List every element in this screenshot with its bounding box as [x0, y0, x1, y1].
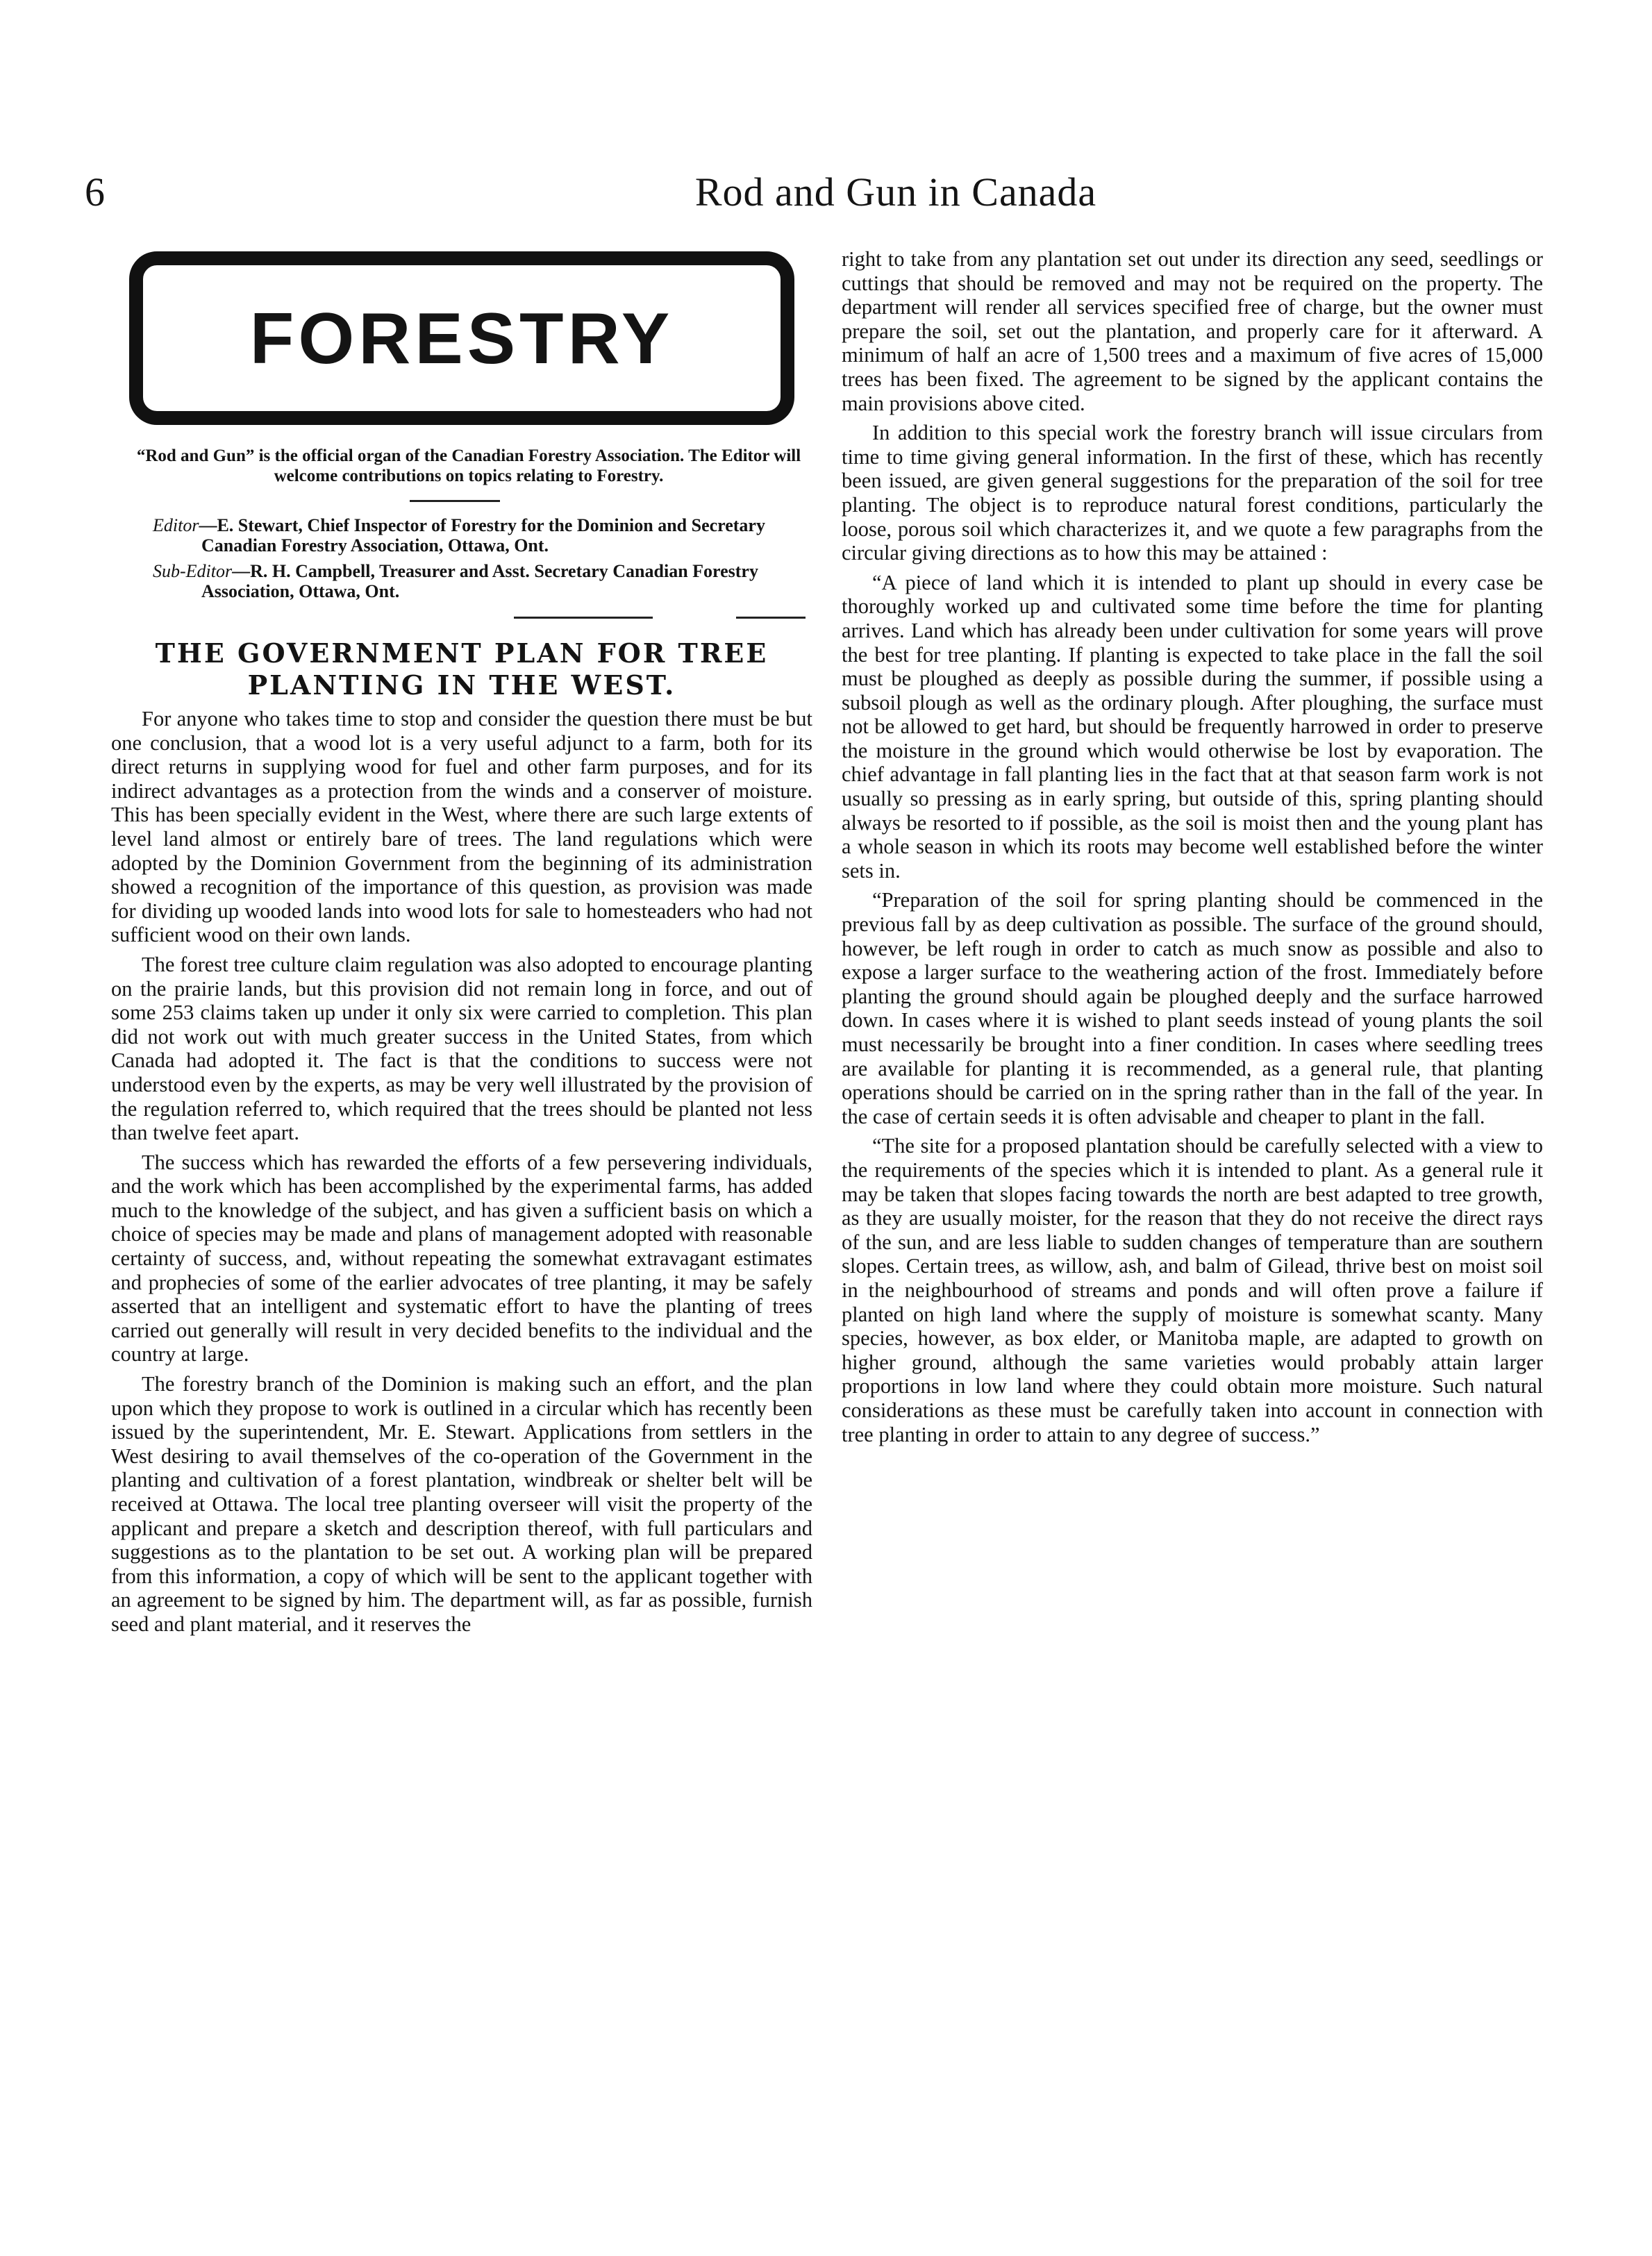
right-column [842, 247, 1543, 1452]
masthead-note: “Rod and Gun” is the official organ of the Canadian Forestry Association. The Editor will welcome contributions on topics relating to Forestry. [136, 446, 801, 485]
paragraph: The forest tree culture claim regulation was also adopted to encourage planting on the prairie lands, but this provision did not remain long in force, and out of some 253 claims taken up under it only six were carried to completion. This plan did not work out with much greater success in the United States, from which Canada had adopted it. The fact is that the conditions to success were not understood even by the experts, as may be very well illustrated by the provision of the regulation referred to, which required that the trees should be planted not less than twelve feet apart. [111, 952, 812, 1145]
paragraph: For anyone who takes time to stop and consider the question there must be but one conclusion, that a wood lot is a very useful adjunct to a farm, both for its direct returns in supplying wood for fuel and other farm purposes, and for its indirect advantages as a protection from the winds and a conserver of moisture. This has been specially evident in the West, where there are such large extents of level land almost or entirely bare of trees. The land regulations which were adopted by the Dominion Government from the beginning of its administration showed a recognition of the importance of this question, as provision was made for dividing up wooded lands into wood lots for sale to homesteaders who had not sufficient wood on their own lands. [111, 707, 812, 947]
article-divider [514, 617, 653, 619]
running-title: Rod and Gun in Canada [694, 169, 1097, 215]
article-divider-right [736, 617, 806, 619]
editor-text: —E. Stewart, Chief Inspector of Forestry for the Dominion and Secretary Canadian Forestry Association, Ottawa, Ont. [199, 515, 765, 555]
page-number: 6 [85, 169, 105, 215]
paragraph: “The site for a proposed plantation should be carefully selected with a view to the requirements of the species which it is intended to plant. As a general rule it may be taken that slopes facing towards the north are best adapted to tree growth, as they are usually moister, for the reason that they do not receive the direct rays of the sun, and are less liable to sudden changes of temperature than are southern slopes. Certain trees, as willow, ash, and balm of Gilead, thrive best on moist soil in the neighbourhood of streams and ponds and will often prove a failure if planted on high land where the supply of moisture is somewhat scanty. Many species, however, as box elder, or Manitoba maple, are adapted to growth on higher ground, although the same varieties would probably attain larger proportions in low land where they could obtain more moisture. Such natural considerations as these must be carefully taken into account in connection with tree planting in order to attain to any degree of success.” [842, 1134, 1543, 1446]
sub-editor-text: —R. H. Campbell, Treasurer and Asst. Secretary Canadian Forestry Association, Ottawa, Ont. [201, 561, 758, 601]
editor-credit [153, 515, 806, 555]
paragraph: The forestry branch of the Dominion is making such an effort, and the plan upon which they propose to work is outlined in a circular which has recently been issued by the superintendent, Mr. E. Stewart. Applications from settlers in the West desiring to avail themselves of the co-operation of the Government in the planting and cultivation of a forest plantation, windbreak or shelter belt will be received at Ottawa. The local tree planting overseer will visit the property of the applicant and prepare a sketch and description thereof, with full particulars and suggestions as to the plantation to be set out. A working plan will be prepared from this information, a copy of which will be sent to the applicant together with an agreement to be signed by him. The department will, as far as possible, furnish seed and plant material, and it reserves the [111, 1372, 812, 1636]
banner-title: FORESTRY [249, 299, 674, 379]
masthead-divider [410, 500, 500, 502]
paragraph: “Preparation of the soil for spring planting should be commenced in the previous fall by as deep cultivation as possible. The surface of the ground should, however, be left rough in order to catch as much snow as possible and also to expose a larger surface to the weathering action of the frost. Immediately before planting the ground should again be ploughed deeply and the surface harrowed down. In cases where it is wished to plant seeds instead of young plants the soil must necessarily be brought into a finer condition. In cases where seedling trees are available for planting it is recommended, as a general rule, that planting operations should be carried on in the spring rather than in the fall of the year. In the case of certain seeds it is often advisable and cheaper to plant in the fall. [842, 888, 1543, 1128]
editor-label: Editor [153, 515, 199, 535]
masthead-editors [153, 515, 806, 607]
paragraph: The success which has rewarded the efforts of a few persevering individuals, and the work which has been accomplished by the experimental farms, has added much to the knowledge of the subject, and has given a sufficient basis on which a choice of species may be made and plans of management adopted with reasonable certainty of success, and, without repeating the somewhat extravagant estimates and prophecies of some of the earlier advocates of tree planting, it may be safely asserted that an intelligent and systematic effort to have the planting of trees carried out generally will result in very decided benefits to the individual and the country at large. [111, 1150, 812, 1367]
paragraph: “A piece of land which it is intended to plant up should in every case be thoroughly worked up and cultivated some time before the time for planting arrives. Land which has already been under cultivation for some years will prove the best for tree planting. If planting is expected to take place in the fall the soil must be ploughed as deeply as possible during the summer, if possible using a subsoil plough as well as the ordinary plough. After ploughing, the surface must not be allowed to get hard, but should be frequently harrowed in order to preserve the moisture in the ground which would otherwise be lost by evaporation. The chief advantage in fall planting lies in the fact that at that season farm work is not usually so pressing as in early spring, but outside of this, spring planting should always be resorted to if possible, as the soil is moist then and the young plant has a whole season in which its roots may become well established before the winter sets in. [842, 570, 1543, 883]
sub-editor-label: Sub-Editor [153, 561, 233, 581]
left-column [111, 707, 812, 1642]
forestry-banner [129, 251, 794, 425]
article-title: THE GOVERNMENT PLAN FOR TREE PLANTING IN THE WEST. [155, 637, 769, 701]
paragraph: In addition to this special work the forestry branch will issue circulars from time to time giving general information. In the first of these, which has recently been issued, are given general suggestions for the preparation of the soil for tree planting. The object is to reproduce natural forest conditions, particularly the loose, porous soil which characterizes it, and we quote a few paragraphs from the circular giving directions as to how this may be attained : [842, 421, 1543, 565]
paragraph: right to take from any plantation set out under its direction any seed, seedlings or cuttings that should be removed and may not be required on the property. The department will render all services specified free of charge, but the owner must prepare the soil, set out the plantation, and properly care for it afterward. A minimum of half an acre of 1,500 trees and a maximum of five acres of 15,000 trees has been fixed. The agreement to be signed by the applicant contains the main provisions above cited. [842, 247, 1543, 415]
sub-editor-credit [153, 561, 806, 601]
